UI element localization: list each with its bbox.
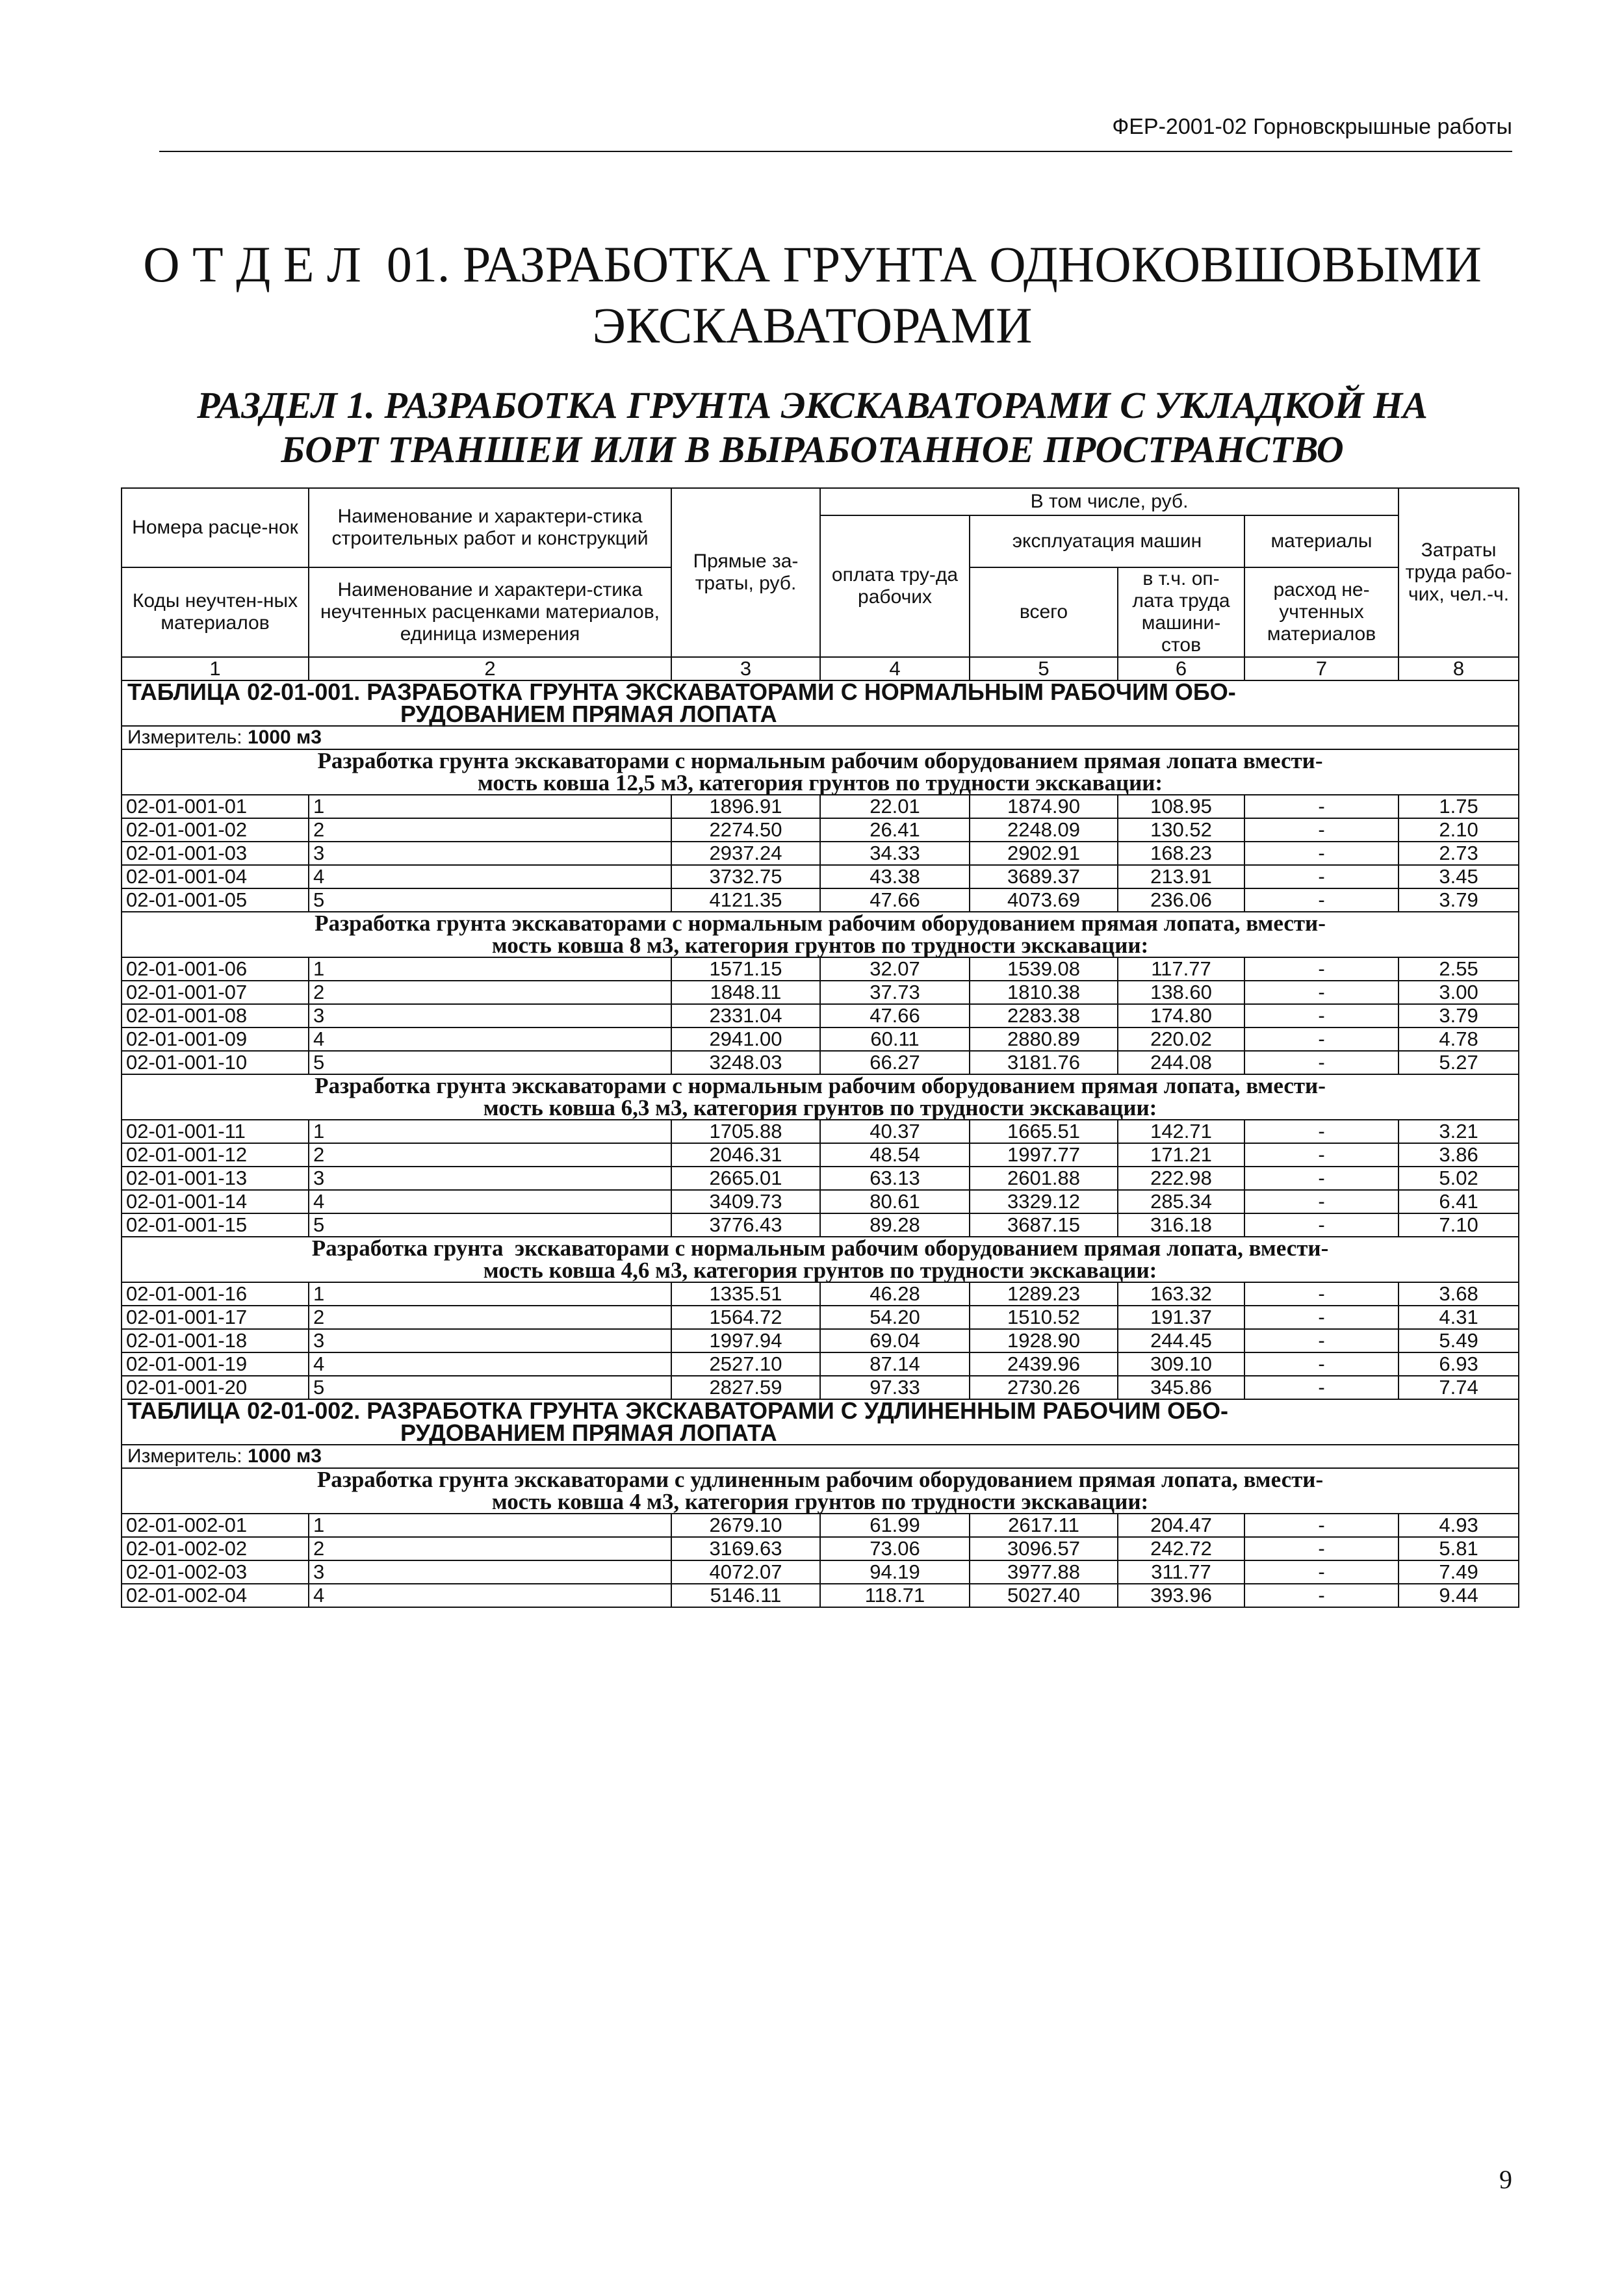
- measure-value: 1000 м3: [247, 727, 322, 748]
- table-cell: 1896.91: [671, 795, 820, 818]
- measure-row: [122, 1445, 1519, 1468]
- section-heading-line-1: Разработка грунта экскаваторами с нормальным рабочим оборудованием прямая лопата, вмести-: [311, 1235, 1329, 1261]
- column-number: 6: [1118, 657, 1244, 680]
- section-heading: [122, 1074, 1519, 1120]
- table-cell: 1: [309, 1120, 671, 1143]
- table-row: [122, 1120, 1519, 1143]
- table-cell: 117.77: [1118, 957, 1244, 981]
- table-row: [122, 1167, 1519, 1190]
- table-cell: 3169.63: [671, 1537, 820, 1560]
- column-number: 1: [122, 657, 309, 680]
- section-heading: [122, 912, 1519, 957]
- table-cell: 02-01-001-08: [122, 1004, 309, 1027]
- table-cell: 5: [309, 1051, 671, 1074]
- table-cell: 130.52: [1118, 818, 1244, 842]
- table-cell: 4073.69: [970, 888, 1118, 912]
- table-cell: 3: [309, 1004, 671, 1027]
- table-cell: 3.79: [1398, 888, 1519, 912]
- table-cell: 02-01-002-02: [122, 1537, 309, 1560]
- table-cell: 43.38: [820, 865, 970, 888]
- section-heading-line-1: Разработка грунта экскаваторами с нормальным рабочим оборудованием прямая лопата, вмести-: [315, 1073, 1326, 1098]
- table-cell: 204.47: [1118, 1514, 1244, 1537]
- table-cell: 4: [309, 1584, 671, 1607]
- table-cell: 1564.72: [671, 1306, 820, 1329]
- table-row: [122, 1514, 1519, 1537]
- table-cell: 60.11: [820, 1027, 970, 1051]
- table-cell: 5: [309, 1376, 671, 1399]
- header-name-bottom: Наименование и характери-стика неучтенных расценками материалов, единица измерения: [309, 567, 671, 657]
- table-cell: 1539.08: [970, 957, 1118, 981]
- table-cell: 1928.90: [970, 1329, 1118, 1352]
- table-cell: 285.34: [1118, 1190, 1244, 1213]
- table-cell: 73.06: [820, 1537, 970, 1560]
- column-number: 7: [1244, 657, 1398, 680]
- table-cell: 1510.52: [970, 1306, 1118, 1329]
- table-cell: 02-01-001-16: [122, 1282, 309, 1306]
- table-cell: -: [1244, 1329, 1398, 1352]
- table-title-line-2: РУДОВАНИЕМ ПРЯМАЯ ЛОПАТА: [400, 1419, 777, 1446]
- table-cell: 6.41: [1398, 1190, 1519, 1213]
- table-cell: 3: [309, 1329, 671, 1352]
- table-cell: 02-01-002-03: [122, 1560, 309, 1584]
- table-cell: 163.32: [1118, 1282, 1244, 1306]
- table-cell: 108.95: [1118, 795, 1244, 818]
- table-cell: -: [1244, 957, 1398, 981]
- table-cell: -: [1244, 1514, 1398, 1537]
- table-cell: -: [1244, 1282, 1398, 1306]
- table-cell: -: [1244, 1120, 1398, 1143]
- table-title: [122, 680, 1519, 726]
- column-number: 8: [1398, 657, 1519, 680]
- table-cell: -: [1244, 842, 1398, 865]
- table-cell: 1874.90: [970, 795, 1118, 818]
- table-cell: -: [1244, 865, 1398, 888]
- table-cell: 244.08: [1118, 1051, 1244, 1074]
- table-cell: 3: [309, 1167, 671, 1190]
- table-cell: -: [1244, 1167, 1398, 1190]
- table-cell: 220.02: [1118, 1027, 1244, 1051]
- table-cell: 32.07: [820, 957, 970, 981]
- table-cell: 47.66: [820, 1004, 970, 1027]
- table-cell: -: [1244, 1004, 1398, 1027]
- table-title: [122, 1399, 1519, 1445]
- table-cell: 1289.23: [970, 1282, 1118, 1306]
- section-heading: [122, 1468, 1519, 1514]
- table-cell: 22.01: [820, 795, 970, 818]
- header-unaccounted: расход не-учтенных материалов: [1244, 567, 1398, 657]
- section-heading-row: [122, 1074, 1519, 1120]
- table-row: [122, 865, 1519, 888]
- header-including: В том числе, руб.: [820, 488, 1398, 515]
- table-row: [122, 1352, 1519, 1376]
- table-cell: 3181.76: [970, 1051, 1118, 1074]
- table-cell: 5.49: [1398, 1329, 1519, 1352]
- table-cell: 2248.09: [970, 818, 1118, 842]
- table-cell: 97.33: [820, 1376, 970, 1399]
- table-cell: 1: [309, 795, 671, 818]
- table-row: [122, 818, 1519, 842]
- table-cell: 1997.94: [671, 1329, 820, 1352]
- table-cell: -: [1244, 795, 1398, 818]
- table-cell: 3409.73: [671, 1190, 820, 1213]
- table-cell: 02-01-001-20: [122, 1376, 309, 1399]
- section-heading-line-2: мость ковша 6,3 м3, категория грунтов по трудности экскавации:: [483, 1095, 1157, 1120]
- table-cell: 2.73: [1398, 842, 1519, 865]
- table-cell: 5.81: [1398, 1537, 1519, 1560]
- table-cell: 7.74: [1398, 1376, 1519, 1399]
- table-cell: 02-01-001-09: [122, 1027, 309, 1051]
- table-cell: 66.27: [820, 1051, 970, 1074]
- measure-value: 1000 м3: [247, 1445, 322, 1467]
- header-machinist-pay: в т.ч. оп-лата труда машини-стов: [1118, 567, 1244, 657]
- table-cell: -: [1244, 1376, 1398, 1399]
- table-cell: -: [1244, 1537, 1398, 1560]
- header-codes-bottom: Коды неучтен-ных материалов: [122, 567, 309, 657]
- table-cell: 2827.59: [671, 1376, 820, 1399]
- table-cell: 138.60: [1118, 981, 1244, 1004]
- table-cell: 69.04: [820, 1329, 970, 1352]
- table-cell: 316.18: [1118, 1213, 1244, 1237]
- table-cell: 02-01-001-03: [122, 842, 309, 865]
- table-row: [122, 795, 1519, 818]
- table-cell: 3687.15: [970, 1213, 1118, 1237]
- table-cell: 3096.57: [970, 1537, 1118, 1560]
- table-cell: 222.98: [1118, 1167, 1244, 1190]
- table-cell: 2679.10: [671, 1514, 820, 1537]
- table-cell: 46.28: [820, 1282, 970, 1306]
- table-cell: 2439.96: [970, 1352, 1118, 1376]
- table-cell: 02-01-001-02: [122, 818, 309, 842]
- table-cell: -: [1244, 1051, 1398, 1074]
- table-cell: 3977.88: [970, 1560, 1118, 1584]
- table-cell: -: [1244, 1213, 1398, 1237]
- measure-label: Измеритель:: [127, 727, 248, 748]
- table-cell: 393.96: [1118, 1584, 1244, 1607]
- table-cell: 6.93: [1398, 1352, 1519, 1376]
- table-cell: 02-01-001-07: [122, 981, 309, 1004]
- table-cell: 02-01-001-06: [122, 957, 309, 981]
- table-cell: 2046.31: [671, 1143, 820, 1167]
- table-cell: 5.27: [1398, 1051, 1519, 1074]
- table-cell: 142.71: [1118, 1120, 1244, 1143]
- header-labor-cost: Затраты труда рабо-чих, чел.-ч.: [1398, 488, 1519, 657]
- table-cell: -: [1244, 1306, 1398, 1329]
- section-heading-line-1: Разработка грунта экскаваторами с нормальным рабочим оборудованием прямая лопата вмести-: [317, 748, 1323, 773]
- table-cell: 2: [309, 818, 671, 842]
- header-machines-total: всего: [970, 567, 1118, 657]
- table-cell: 3: [309, 1560, 671, 1584]
- table-cell: 2941.00: [671, 1027, 820, 1051]
- header-labor-pay: оплата тру-да рабочих: [820, 515, 970, 657]
- table-cell: 2331.04: [671, 1004, 820, 1027]
- table-cell: 2: [309, 981, 671, 1004]
- table-cell: 1705.88: [671, 1120, 820, 1143]
- section-heading-row: [122, 749, 1519, 795]
- table-cell: 40.37: [820, 1120, 970, 1143]
- section-title-line-1: РАЗДЕЛ 1. РАЗРАБОТКА ГРУНТА ЭКСКАВАТОРАМИ С УКЛАДКОЙ НА: [197, 384, 1428, 426]
- table-cell: 244.45: [1118, 1329, 1244, 1352]
- table-cell: 191.37: [1118, 1306, 1244, 1329]
- column-number: 5: [970, 657, 1118, 680]
- table-cell: 1.75: [1398, 795, 1519, 818]
- section-heading-row: [122, 1468, 1519, 1514]
- table-cell: 168.23: [1118, 842, 1244, 865]
- table-cell: 3.21: [1398, 1120, 1519, 1143]
- table-cell: 80.61: [820, 1190, 970, 1213]
- table-cell: 309.10: [1118, 1352, 1244, 1376]
- table-row: [122, 1376, 1519, 1399]
- table-cell: 02-01-001-11: [122, 1120, 309, 1143]
- table-cell: -: [1244, 818, 1398, 842]
- table-cell: 2: [309, 1537, 671, 1560]
- header-codes-top: Номера расце-нок: [122, 488, 309, 567]
- table-cell: 4072.07: [671, 1560, 820, 1584]
- header-direct-costs: Прямые за-траты, руб.: [671, 488, 820, 657]
- table-cell: 1: [309, 1282, 671, 1306]
- table-cell: 2880.89: [970, 1027, 1118, 1051]
- table-cell: 2937.24: [671, 842, 820, 865]
- table-cell: 02-01-001-01: [122, 795, 309, 818]
- table-cell: 5: [309, 888, 671, 912]
- table-cell: 9.44: [1398, 1584, 1519, 1607]
- header-name-top: Наименование и характери-стика строительных работ и конструкций: [309, 488, 671, 567]
- section-heading: [122, 1237, 1519, 1282]
- table-row: [122, 1004, 1519, 1027]
- table-cell: 311.77: [1118, 1560, 1244, 1584]
- section-heading-line-2: мость ковша 4 м3, категория грунтов по трудности экскавации:: [491, 1489, 1149, 1514]
- table-cell: 3.79: [1398, 1004, 1519, 1027]
- table-cell: 2.55: [1398, 957, 1519, 981]
- table-cell: 345.86: [1118, 1376, 1244, 1399]
- table-cell: 2274.50: [671, 818, 820, 842]
- table-cell: 61.99: [820, 1514, 970, 1537]
- section-heading-line-2: мость ковша 4,6 м3, категория грунтов по трудности экскавации:: [483, 1258, 1157, 1283]
- measure: [122, 1445, 1519, 1468]
- table-cell: 2730.26: [970, 1376, 1118, 1399]
- table-title-row: [122, 1399, 1519, 1445]
- section-heading: [122, 749, 1519, 795]
- table-cell: -: [1244, 1190, 1398, 1213]
- table-cell: 47.66: [820, 888, 970, 912]
- table-cell: 3: [309, 842, 671, 865]
- table-cell: 2: [309, 1143, 671, 1167]
- table-cell: 26.41: [820, 818, 970, 842]
- section-heading-line-1: Разработка грунта экскаваторами с удлиненным рабочим оборудованием прямая лопата, вмести-: [316, 1467, 1324, 1492]
- table-cell: 1810.38: [970, 981, 1118, 1004]
- table-cell: 171.21: [1118, 1143, 1244, 1167]
- table-cell: 242.72: [1118, 1537, 1244, 1560]
- table-cell: 1665.51: [970, 1120, 1118, 1143]
- header-machines: эксплуатация машин: [970, 515, 1244, 567]
- table-cell: 02-01-001-17: [122, 1306, 309, 1329]
- section-heading-line-1: Разработка грунта экскаваторами с нормальным рабочим оборудованием прямая лопата, вмести-: [315, 911, 1326, 936]
- section-heading-line-2: мость ковша 8 м3, категория грунтов по трудности экскавации:: [491, 933, 1149, 958]
- table-row: [122, 1306, 1519, 1329]
- table-cell: 4: [309, 1190, 671, 1213]
- table-row: [122, 1051, 1519, 1074]
- table-cell: 3.68: [1398, 1282, 1519, 1306]
- table-cell: 2527.10: [671, 1352, 820, 1376]
- table-cell: 5: [309, 1213, 671, 1237]
- table-cell: 1571.15: [671, 957, 820, 981]
- table-row: [122, 1329, 1519, 1352]
- section-title: [130, 383, 1495, 472]
- table-row: [122, 1190, 1519, 1213]
- table-cell: 4.31: [1398, 1306, 1519, 1329]
- table-cell: 3689.37: [970, 865, 1118, 888]
- table-cell: -: [1244, 1143, 1398, 1167]
- table-row: [122, 888, 1519, 912]
- department-title-line-1: О Т Д Е Л 01. РАЗРАБОТКА ГРУНТА ОДНОКОВШОВЫМИ: [143, 236, 1482, 292]
- table-cell: 3732.75: [671, 865, 820, 888]
- table-cell: 2601.88: [970, 1167, 1118, 1190]
- table-cell: 1997.77: [970, 1143, 1118, 1167]
- table-cell: -: [1244, 1560, 1398, 1584]
- table-row: [122, 957, 1519, 981]
- section-heading-row: [122, 912, 1519, 957]
- table-cell: 2.10: [1398, 818, 1519, 842]
- table-cell: 54.20: [820, 1306, 970, 1329]
- table-title-line-1: ТАБЛИЦА 02-01-002. РАЗРАБОТКА ГРУНТА ЭКСКАВАТОРАМИ С УДЛИНЕННЫМ РАБОЧИМ ОБО-: [127, 1397, 1229, 1424]
- measure-label: Измеритель:: [127, 1445, 248, 1467]
- table-cell: 5.02: [1398, 1167, 1519, 1190]
- column-number: 3: [671, 657, 820, 680]
- header-rule: [159, 151, 1512, 152]
- table-cell: 1848.11: [671, 981, 820, 1004]
- running-header: ФЕР-2001-02 Горновскрышные работы: [1112, 114, 1512, 139]
- table-cell: 48.54: [820, 1143, 970, 1167]
- table-cell: 02-01-001-04: [122, 865, 309, 888]
- table-cell: 34.33: [820, 842, 970, 865]
- table-title-line-2: РУДОВАНИЕМ ПРЯМАЯ ЛОПАТА: [400, 701, 777, 727]
- table-cell: 3.86: [1398, 1143, 1519, 1167]
- table-row: [122, 1143, 1519, 1167]
- table-cell: 213.91: [1118, 865, 1244, 888]
- header-row-1: [122, 488, 1519, 515]
- table-row: [122, 1213, 1519, 1237]
- section-title-line-2: БОРТ ТРАНШЕИ ИЛИ В ВЫРАБОТАННОЕ ПРОСТРАНСТВО: [281, 428, 1344, 471]
- table-row: [122, 1584, 1519, 1607]
- department-title-line-2: ЭКСКАВАТОРАМИ: [592, 297, 1033, 354]
- column-number: 2: [309, 657, 671, 680]
- section-heading-line-2: мость ковша 12,5 м3, категория грунтов по трудности экскавации:: [477, 770, 1163, 795]
- column-number: 4: [820, 657, 970, 680]
- table-cell: 5146.11: [671, 1584, 820, 1607]
- table-cell: 5027.40: [970, 1584, 1118, 1607]
- table-cell: 174.80: [1118, 1004, 1244, 1027]
- table-cell: 2665.01: [671, 1167, 820, 1190]
- table-row: [122, 1282, 1519, 1306]
- table-cell: 2283.38: [970, 1004, 1118, 1027]
- table-cell: 3329.12: [970, 1190, 1118, 1213]
- table-row: [122, 1537, 1519, 1560]
- table-cell: 02-01-001-05: [122, 888, 309, 912]
- table-cell: 02-01-001-19: [122, 1352, 309, 1376]
- table-cell: 02-01-001-12: [122, 1143, 309, 1167]
- table-cell: 02-01-001-13: [122, 1167, 309, 1190]
- table-cell: 3.00: [1398, 981, 1519, 1004]
- table-cell: 3776.43: [671, 1213, 820, 1237]
- table-row: [122, 1560, 1519, 1584]
- table-cell: 118.71: [820, 1584, 970, 1607]
- table-title-row: [122, 680, 1519, 726]
- table-cell: 236.06: [1118, 888, 1244, 912]
- table-cell: 89.28: [820, 1213, 970, 1237]
- table-cell: 3248.03: [671, 1051, 820, 1074]
- table-cell: 87.14: [820, 1352, 970, 1376]
- table-cell: 1: [309, 957, 671, 981]
- table-cell: 02-01-002-01: [122, 1514, 309, 1537]
- table-cell: 7.10: [1398, 1213, 1519, 1237]
- table-cell: 2617.11: [970, 1514, 1118, 1537]
- table-cell: 2902.91: [970, 842, 1118, 865]
- table-cell: 02-01-001-18: [122, 1329, 309, 1352]
- table-cell: 4121.35: [671, 888, 820, 912]
- table-cell: 2: [309, 1306, 671, 1329]
- page-number: 9: [1499, 2165, 1512, 2194]
- table-row: [122, 981, 1519, 1004]
- column-number-row: [122, 657, 1519, 680]
- table-cell: 4: [309, 1027, 671, 1051]
- table-cell: 94.19: [820, 1560, 970, 1584]
- table-cell: 1: [309, 1514, 671, 1537]
- measure: [122, 726, 1519, 749]
- table-cell: 3.45: [1398, 865, 1519, 888]
- header-materials: материалы: [1244, 515, 1398, 567]
- table-cell: 4: [309, 865, 671, 888]
- table-cell: 63.13: [820, 1167, 970, 1190]
- table-cell: 02-01-002-04: [122, 1584, 309, 1607]
- table-title-line-1: ТАБЛИЦА 02-01-001. РАЗРАБОТКА ГРУНТА ЭКСКАВАТОРАМИ С НОРМАЛЬНЫМ РАБОЧИМ ОБО-: [127, 678, 1236, 705]
- table-cell: -: [1244, 981, 1398, 1004]
- table-cell: 02-01-001-15: [122, 1213, 309, 1237]
- table-cell: 37.73: [820, 981, 970, 1004]
- table-cell: 02-01-001-14: [122, 1190, 309, 1213]
- price-table: [121, 487, 1519, 1608]
- measure-row: [122, 726, 1519, 749]
- table-cell: -: [1244, 888, 1398, 912]
- table-cell: 7.49: [1398, 1560, 1519, 1584]
- section-heading-row: [122, 1237, 1519, 1282]
- table-cell: 4.78: [1398, 1027, 1519, 1051]
- table-cell: -: [1244, 1352, 1398, 1376]
- table-row: [122, 1027, 1519, 1051]
- table-cell: 4.93: [1398, 1514, 1519, 1537]
- table-cell: 4: [309, 1352, 671, 1376]
- table-cell: -: [1244, 1584, 1398, 1607]
- table-cell: -: [1244, 1027, 1398, 1051]
- table-row: [122, 842, 1519, 865]
- department-title: [130, 234, 1495, 356]
- table-cell: 1335.51: [671, 1282, 820, 1306]
- table-cell: 02-01-001-10: [122, 1051, 309, 1074]
